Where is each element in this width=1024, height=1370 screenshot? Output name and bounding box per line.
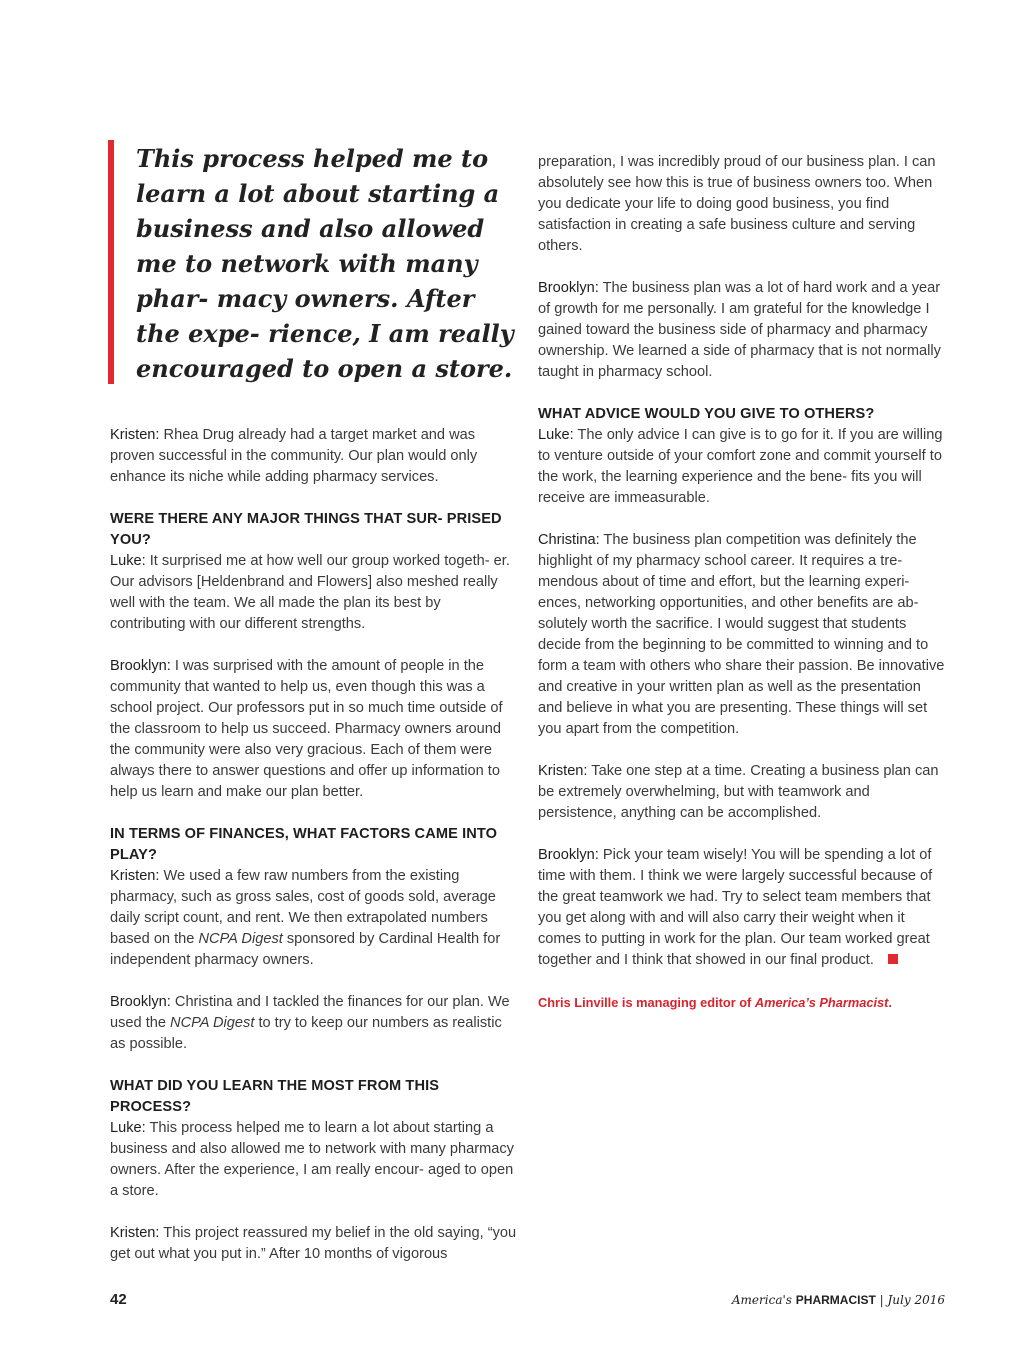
author-credit: Chris Linville is managing editor of America’s Pharmacist. [538, 995, 892, 1010]
paragraph: Kristen: Rhea Drug already had a target market and was proven successful in the community. Our plan would only enhance its niche while adding pharmacy services. [110, 427, 478, 485]
left-column [110, 425, 518, 1286]
page-number: 42 [110, 1291, 127, 1308]
paragraph: Christina: The business plan competition was definitely the highlight of my pharmacy school career. It requires a tre- mendous about of time and effort, but the learning experi- ences, networking opportunities, and other benefits are ab- solutely worth the sacrifice. I would suggest that students decide from the beginning to be committed to winning and to form a team with others who share their passion. Be innovative and creative in your written plan as well as the presentation and believe in what you are presenting. These things will set you apart from the competition. [538, 532, 945, 737]
paragraph: Brooklyn: Christina and I tackled the finances for our plan. We used the NCPA Digest to try to keep our numbers as realistic as possible. [110, 994, 510, 1052]
speaker-name: Luke: [110, 553, 146, 569]
speaker-name: Christina: [538, 532, 600, 548]
speaker-name: Luke: [538, 427, 574, 443]
paragraph: Kristen: This project reassured my belief in the old saying, “you get out what you put in.” After 10 months of vigorous [110, 1225, 517, 1262]
speaker-name: Kristen: [110, 427, 160, 443]
speaker-name: Luke: [110, 1120, 146, 1136]
paragraph: Brooklyn: I was surprised with the amount of people in the community that wanted to help us, even though this was a school project. Our professors put in so much time outside of the classroom to help us succeed. Pharmacy owners around the community were also very gracious. Each of them were always there to answer questions and offer up information to help us learn and make our plan better. [110, 658, 503, 800]
speaker-name: Kristen: [110, 1225, 160, 1241]
paragraph: Luke: This process helped me to learn a lot about starting a business and also allowed me to network with many pharmacy owners. After the experience, I am really encour- aged to open a store. [110, 1120, 514, 1199]
section-heading: WHAT DID YOU LEARN THE MOST FROM THIS PROCESS? [110, 1078, 440, 1115]
right-column [538, 152, 948, 1034]
paragraph: Luke: It surprised me at how well our group worked togeth- er. Our advisors [Heldenbrand and Flowers] also meshed really well with the team. We all made the plan its best by contributing with our different strengths. [110, 553, 510, 632]
section-heading: WHAT ADVICE WOULD YOU GIVE TO OTHERS? [538, 406, 875, 422]
magazine-brand: PHARMACIST [795, 1293, 876, 1307]
speaker-name: Brooklyn: [538, 847, 599, 863]
paragraph: Brooklyn: Pick your team wisely! You will be spending a lot of time with them. I think we were largely successful because of the great teamwork we had. Try to select team members that you get along with and will also carry their weight when it comes to putting in work for the plan. Our team worked great together and I think that showed in our final product. [538, 847, 933, 968]
pull-quote-bar [108, 140, 114, 384]
footer-separator: | [879, 1293, 884, 1307]
paragraph: Kristen: Take one step at a time. Creating a business plan can be extremely overwhelming, but with teamwork and persistence, anything can be accomplished. [538, 763, 939, 821]
magazine-footer [732, 1293, 945, 1307]
paragraph: Brooklyn: The business plan was a lot of hard work and a year of growth for me personally. I am grateful for the knowledge I gained toward the business side of pharmacy and pharmacy ownership. We learned a side of pharmacy that is not normally taught in pharmacy school. [538, 280, 941, 380]
end-mark-icon [888, 954, 898, 964]
issue-date: July 2016 [887, 1293, 945, 1307]
pull-quote: This process helped me to learn a lot about starting a business and also allowed me to network with many phar- macy owners. After the expe- rience, I am really encouraged to open a store. [136, 144, 514, 383]
magazine-name-italic: America's [731, 1293, 792, 1307]
speaker-name: Brooklyn: [110, 994, 171, 1010]
paragraph: preparation, I was incredibly proud of our business plan. I can absolutely see how this is true of business owners too. When you dedicate your life to doing good business, you find satisfaction in creating a safe business culture and serving others. [538, 154, 936, 254]
speaker-name: Brooklyn: [110, 658, 171, 674]
speaker-name: Kristen: [538, 763, 588, 779]
paragraph: Kristen: We used a few raw numbers from the existing pharmacy, such as gross sales, cost of goods sold, average daily script count, and rent. We then extrapolated numbers based on the NCPA Digest sponsored by Cardinal Health for independent pharmacy owners. [110, 868, 501, 968]
section-heading: WERE THERE ANY MAJOR THINGS THAT SUR- PRISED YOU? [110, 511, 502, 548]
paragraph: Luke: The only advice I can give is to go for it. If you are willing to venture outside of your comfort zone and commit yourself to the work, the learning experience and the bene- fits you will receive are immeasurable. [538, 427, 943, 506]
speaker-name: Kristen: [110, 868, 160, 884]
speaker-name: Brooklyn: [538, 280, 599, 296]
section-heading: IN TERMS OF FINANCES, WHAT FACTORS CAME INTO PLAY? [110, 826, 498, 863]
